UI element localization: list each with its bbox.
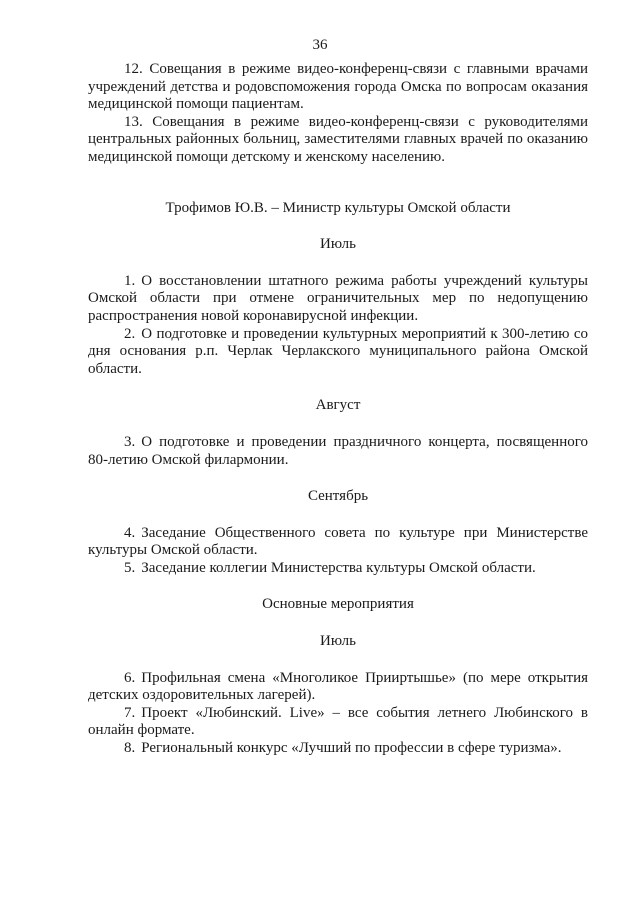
item-number: 1. — [124, 272, 136, 289]
item-number: 4. — [124, 524, 136, 541]
list-item — [88, 326, 588, 379]
month-heading-august: Август — [315, 397, 361, 414]
item-text: Профильная смена «Многоликое Прииртышье» (по мере открытия детских оздоровительных лагерей). — [88, 669, 588, 704]
month-heading-september: Сентябрь — [307, 488, 369, 505]
item-text: Совещания в режиме видео-конференц-связи с главными врачами учреждений детства и родовспоможения города Омска по вопросам оказания медицинской помощи пациентам. — [88, 61, 589, 113]
item-text: Совещания в режиме видео-конференц-связи с руководителями центральных районных больниц, заместителями главных врачей по оказанию медицинской помощи детскому и женскому населению. — [88, 113, 588, 165]
item-text: Заседание Общественного совета по культуре при Министерстве культуры Омской области. — [88, 524, 588, 559]
item-number: 2. — [124, 325, 136, 342]
month-heading-july-main: Июль — [320, 633, 356, 650]
list-item — [88, 273, 588, 326]
item-text: О восстановлении штатного режима работы учреждений культуры Омской области при отмене ограничительных мер по недопущению распространения новой коронавирусной инфекции. — [88, 272, 588, 324]
list-item — [88, 434, 588, 469]
item-number: 12. — [124, 61, 143, 77]
list-item — [88, 740, 588, 758]
page-number: 36 — [312, 37, 328, 53]
item-number: 8. — [124, 740, 136, 757]
section-title: Трофимов Ю.В. – Министр культуры Омской области — [165, 199, 511, 216]
item-text: Проект «Любинский. Live» – все события летнего Любинского в онлайн формате. — [88, 704, 588, 739]
item-number: 13. — [124, 113, 143, 130]
list-item — [88, 525, 588, 560]
item-number: 6. — [124, 669, 136, 686]
item-number: 5. — [124, 559, 136, 576]
document-body — [88, 61, 588, 758]
item-text: Региональный конкурс «Лучший по профессии в сфере туризма». — [141, 740, 562, 757]
list-item — [88, 560, 588, 578]
list-item — [88, 114, 588, 167]
item-number: 7. — [124, 704, 136, 721]
list-item — [88, 670, 588, 705]
month-heading-july: Июль — [320, 236, 356, 253]
list-item — [88, 61, 588, 114]
item-text: О подготовке и проведении культурных мероприятий к 300-летию со дня основания р.п. Черлак Черлакского муниципального района Омской области. — [88, 325, 588, 377]
item-text: Заседание коллегии Министерства культуры Омской области. — [141, 559, 536, 576]
item-text: О подготовке и проведении праздничного концерта, посвященного 80-летию Омской филармонии. — [88, 433, 588, 468]
item-number: 3. — [124, 433, 136, 450]
list-item — [88, 705, 588, 740]
main-events-heading: Основные мероприятия — [262, 596, 414, 613]
